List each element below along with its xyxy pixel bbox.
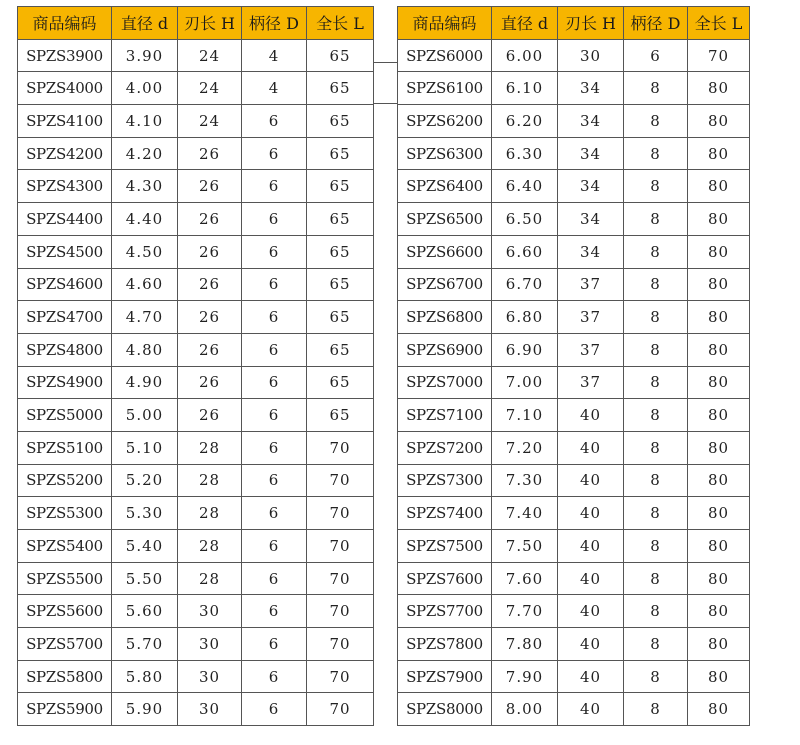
overall-length-cell: 80 xyxy=(688,595,750,628)
flute-length-cell: 28 xyxy=(178,530,242,563)
overall-length-cell: 70 xyxy=(688,39,750,72)
connector-line xyxy=(373,103,397,104)
header-shank-diameter: 柄径 D xyxy=(242,7,307,40)
product-code-cell: SPZS6500 xyxy=(398,203,492,236)
product-code-cell: SPZS4800 xyxy=(18,333,112,366)
shank-diameter-cell: 8 xyxy=(624,203,688,236)
table-row xyxy=(18,301,374,334)
table-row xyxy=(18,497,374,530)
product-code-cell: SPZS5300 xyxy=(18,497,112,530)
overall-length-cell: 65 xyxy=(307,366,374,399)
shank-diameter-cell: 8 xyxy=(624,431,688,464)
product-code-cell: SPZS8000 xyxy=(398,693,492,726)
overall-length-cell: 80 xyxy=(688,72,750,105)
flute-length-cell: 26 xyxy=(178,235,242,268)
table-row xyxy=(398,105,750,138)
table-row xyxy=(18,595,374,628)
shank-diameter-cell: 6 xyxy=(242,366,307,399)
flute-length-cell: 40 xyxy=(558,693,624,726)
product-code-cell: SPZS4900 xyxy=(18,366,112,399)
diameter-cell: 5.60 xyxy=(112,595,178,628)
header-product-code: 商品编码 xyxy=(398,7,492,40)
product-code-cell: SPZS6900 xyxy=(398,333,492,366)
diameter-cell: 4.00 xyxy=(112,72,178,105)
header-shank-diameter: 柄径 D xyxy=(624,7,688,40)
overall-length-cell: 70 xyxy=(307,464,374,497)
diameter-cell: 4.70 xyxy=(112,301,178,334)
flute-length-cell: 24 xyxy=(178,72,242,105)
shank-diameter-cell: 8 xyxy=(624,235,688,268)
header-diameter: 直径 d xyxy=(112,7,178,40)
product-code-cell: SPZS6300 xyxy=(398,137,492,170)
overall-length-cell: 80 xyxy=(688,235,750,268)
product-code-cell: SPZS4400 xyxy=(18,203,112,236)
flute-length-cell: 40 xyxy=(558,628,624,661)
diameter-cell: 5.00 xyxy=(112,399,178,432)
table-body xyxy=(18,39,374,725)
shank-diameter-cell: 8 xyxy=(624,628,688,661)
diameter-cell: 7.70 xyxy=(492,595,558,628)
table-row xyxy=(398,268,750,301)
overall-length-cell: 70 xyxy=(307,431,374,464)
shank-diameter-cell: 6 xyxy=(624,39,688,72)
diameter-cell: 6.50 xyxy=(492,203,558,236)
diameter-cell: 7.80 xyxy=(492,628,558,661)
shank-diameter-cell: 8 xyxy=(624,366,688,399)
shank-diameter-cell: 8 xyxy=(624,595,688,628)
overall-length-cell: 70 xyxy=(307,562,374,595)
table-row xyxy=(18,72,374,105)
table-row xyxy=(398,562,750,595)
diameter-cell: 4.50 xyxy=(112,235,178,268)
product-code-cell: SPZS5800 xyxy=(18,660,112,693)
product-code-cell: SPZS5100 xyxy=(18,431,112,464)
overall-length-cell: 65 xyxy=(307,333,374,366)
table-row xyxy=(18,39,374,72)
shank-diameter-cell: 6 xyxy=(242,497,307,530)
overall-length-cell: 80 xyxy=(688,628,750,661)
diameter-cell: 6.30 xyxy=(492,137,558,170)
header-product-code: 商品编码 xyxy=(18,7,112,40)
diameter-cell: 4.80 xyxy=(112,333,178,366)
diameter-cell: 4.20 xyxy=(112,137,178,170)
product-code-cell: SPZS7000 xyxy=(398,366,492,399)
shank-diameter-cell: 4 xyxy=(242,39,307,72)
header-flute-length: 刃长 H xyxy=(178,7,242,40)
diameter-cell: 7.20 xyxy=(492,431,558,464)
overall-length-cell: 65 xyxy=(307,170,374,203)
flute-length-cell: 28 xyxy=(178,497,242,530)
product-code-cell: SPZS7900 xyxy=(398,660,492,693)
diameter-cell: 5.90 xyxy=(112,693,178,726)
table-row xyxy=(398,301,750,334)
shank-diameter-cell: 6 xyxy=(242,431,307,464)
shank-diameter-cell: 6 xyxy=(242,628,307,661)
table-row xyxy=(398,497,750,530)
overall-length-cell: 80 xyxy=(688,333,750,366)
flute-length-cell: 26 xyxy=(178,137,242,170)
table-row xyxy=(18,399,374,432)
product-code-cell: SPZS5400 xyxy=(18,530,112,563)
flute-length-cell: 30 xyxy=(178,660,242,693)
flute-length-cell: 40 xyxy=(558,497,624,530)
overall-length-cell: 65 xyxy=(307,235,374,268)
flute-length-cell: 40 xyxy=(558,530,624,563)
table-row xyxy=(18,203,374,236)
flute-length-cell: 40 xyxy=(558,660,624,693)
header-flute-length: 刃长 H xyxy=(558,7,624,40)
overall-length-cell: 65 xyxy=(307,268,374,301)
flute-length-cell: 34 xyxy=(558,235,624,268)
flute-length-cell: 40 xyxy=(558,595,624,628)
table-row xyxy=(398,235,750,268)
table-row xyxy=(398,366,750,399)
spec-table-right xyxy=(397,6,750,726)
table-row xyxy=(398,431,750,464)
overall-length-cell: 80 xyxy=(688,137,750,170)
flute-length-cell: 26 xyxy=(178,366,242,399)
flute-length-cell: 30 xyxy=(178,595,242,628)
product-code-cell: SPZS6000 xyxy=(398,39,492,72)
diameter-cell: 6.60 xyxy=(492,235,558,268)
product-code-cell: SPZS7800 xyxy=(398,628,492,661)
shank-diameter-cell: 8 xyxy=(624,562,688,595)
product-code-cell: SPZS4600 xyxy=(18,268,112,301)
table-row xyxy=(398,628,750,661)
flute-length-cell: 34 xyxy=(558,203,624,236)
overall-length-cell: 80 xyxy=(688,660,750,693)
table-row xyxy=(398,530,750,563)
diameter-cell: 7.50 xyxy=(492,530,558,563)
product-code-cell: SPZS6100 xyxy=(398,72,492,105)
diameter-cell: 3.90 xyxy=(112,39,178,72)
product-code-cell: SPZS7400 xyxy=(398,497,492,530)
table-row xyxy=(18,660,374,693)
diameter-cell: 6.90 xyxy=(492,333,558,366)
flute-length-cell: 30 xyxy=(558,39,624,72)
product-code-cell: SPZS6200 xyxy=(398,105,492,138)
diameter-cell: 6.70 xyxy=(492,268,558,301)
table-row xyxy=(398,333,750,366)
product-code-cell: SPZS4100 xyxy=(18,105,112,138)
overall-length-cell: 80 xyxy=(688,497,750,530)
connector-line xyxy=(373,62,397,63)
flute-length-cell: 37 xyxy=(558,268,624,301)
product-code-cell: SPZS4300 xyxy=(18,170,112,203)
overall-length-cell: 80 xyxy=(688,105,750,138)
spec-table-left xyxy=(17,6,374,726)
overall-length-cell: 80 xyxy=(688,562,750,595)
diameter-cell: 5.10 xyxy=(112,431,178,464)
flute-length-cell: 34 xyxy=(558,137,624,170)
shank-diameter-cell: 6 xyxy=(242,562,307,595)
shank-diameter-cell: 6 xyxy=(242,333,307,366)
table-row xyxy=(18,431,374,464)
table-row xyxy=(398,660,750,693)
shank-diameter-cell: 8 xyxy=(624,333,688,366)
flute-length-cell: 26 xyxy=(178,333,242,366)
diameter-cell: 6.80 xyxy=(492,301,558,334)
flute-length-cell: 40 xyxy=(558,562,624,595)
shank-diameter-cell: 6 xyxy=(242,595,307,628)
header-diameter: 直径 d xyxy=(492,7,558,40)
shank-diameter-cell: 8 xyxy=(624,693,688,726)
shank-diameter-cell: 6 xyxy=(242,530,307,563)
diameter-cell: 5.80 xyxy=(112,660,178,693)
overall-length-cell: 80 xyxy=(688,268,750,301)
diameter-cell: 6.10 xyxy=(492,72,558,105)
table-row xyxy=(398,72,750,105)
product-code-cell: SPZS7500 xyxy=(398,530,492,563)
product-code-cell: SPZS4500 xyxy=(18,235,112,268)
table-row xyxy=(18,268,374,301)
table-row xyxy=(18,170,374,203)
shank-diameter-cell: 8 xyxy=(624,497,688,530)
table-row xyxy=(18,693,374,726)
overall-length-cell: 65 xyxy=(307,203,374,236)
overall-length-cell: 80 xyxy=(688,399,750,432)
product-code-cell: SPZS7600 xyxy=(398,562,492,595)
product-code-cell: SPZS7300 xyxy=(398,464,492,497)
product-code-cell: SPZS4200 xyxy=(18,137,112,170)
overall-length-cell: 80 xyxy=(688,170,750,203)
overall-length-cell: 80 xyxy=(688,203,750,236)
shank-diameter-cell: 6 xyxy=(242,268,307,301)
overall-length-cell: 80 xyxy=(688,693,750,726)
flute-length-cell: 37 xyxy=(558,333,624,366)
product-code-cell: SPZS5000 xyxy=(18,399,112,432)
shank-diameter-cell: 6 xyxy=(242,301,307,334)
table-row xyxy=(18,105,374,138)
flute-length-cell: 26 xyxy=(178,399,242,432)
flute-length-cell: 34 xyxy=(558,105,624,138)
diameter-cell: 7.60 xyxy=(492,562,558,595)
flute-length-cell: 26 xyxy=(178,203,242,236)
table-row xyxy=(398,595,750,628)
header-row xyxy=(18,7,374,40)
product-code-cell: SPZS5700 xyxy=(18,628,112,661)
shank-diameter-cell: 6 xyxy=(242,464,307,497)
shank-diameter-cell: 6 xyxy=(242,203,307,236)
diameter-cell: 7.00 xyxy=(492,366,558,399)
product-code-cell: SPZS7700 xyxy=(398,595,492,628)
overall-length-cell: 70 xyxy=(307,628,374,661)
diameter-cell: 7.10 xyxy=(492,399,558,432)
flute-length-cell: 28 xyxy=(178,431,242,464)
product-code-cell: SPZS7200 xyxy=(398,431,492,464)
overall-length-cell: 80 xyxy=(688,464,750,497)
flute-length-cell: 26 xyxy=(178,301,242,334)
overall-length-cell: 80 xyxy=(688,301,750,334)
shank-diameter-cell: 6 xyxy=(242,693,307,726)
diameter-cell: 5.50 xyxy=(112,562,178,595)
header-overall-length: 全长 L xyxy=(307,7,374,40)
flute-length-cell: 30 xyxy=(178,693,242,726)
table-row xyxy=(18,137,374,170)
table-row xyxy=(18,366,374,399)
diameter-cell: 5.30 xyxy=(112,497,178,530)
table-body xyxy=(398,39,750,725)
diameter-cell: 5.20 xyxy=(112,464,178,497)
header-overall-length: 全长 L xyxy=(688,7,750,40)
product-code-cell: SPZS6700 xyxy=(398,268,492,301)
header-row xyxy=(398,7,750,40)
diameter-cell: 4.40 xyxy=(112,203,178,236)
diameter-cell: 4.10 xyxy=(112,105,178,138)
flute-length-cell: 24 xyxy=(178,39,242,72)
shank-diameter-cell: 8 xyxy=(624,660,688,693)
overall-length-cell: 80 xyxy=(688,530,750,563)
shank-diameter-cell: 4 xyxy=(242,72,307,105)
shank-diameter-cell: 8 xyxy=(624,399,688,432)
table-row xyxy=(398,693,750,726)
flute-length-cell: 37 xyxy=(558,366,624,399)
shank-diameter-cell: 8 xyxy=(624,268,688,301)
flute-length-cell: 37 xyxy=(558,301,624,334)
flute-length-cell: 40 xyxy=(558,399,624,432)
diameter-cell: 6.40 xyxy=(492,170,558,203)
flute-length-cell: 26 xyxy=(178,170,242,203)
table-row xyxy=(398,464,750,497)
table-row xyxy=(18,530,374,563)
flute-length-cell: 28 xyxy=(178,562,242,595)
overall-length-cell: 65 xyxy=(307,137,374,170)
overall-length-cell: 65 xyxy=(307,72,374,105)
table-row xyxy=(398,39,750,72)
product-code-cell: SPZS4700 xyxy=(18,301,112,334)
diameter-cell: 7.30 xyxy=(492,464,558,497)
diameter-cell: 6.00 xyxy=(492,39,558,72)
overall-length-cell: 65 xyxy=(307,301,374,334)
product-code-cell: SPZS6600 xyxy=(398,235,492,268)
table-row xyxy=(398,170,750,203)
shank-diameter-cell: 6 xyxy=(242,399,307,432)
table-row xyxy=(398,203,750,236)
overall-length-cell: 65 xyxy=(307,399,374,432)
shank-diameter-cell: 8 xyxy=(624,137,688,170)
product-code-cell: SPZS6800 xyxy=(398,301,492,334)
overall-length-cell: 70 xyxy=(307,497,374,530)
diameter-cell: 4.90 xyxy=(112,366,178,399)
shank-diameter-cell: 8 xyxy=(624,72,688,105)
diameter-cell: 7.40 xyxy=(492,497,558,530)
product-code-cell: SPZS5500 xyxy=(18,562,112,595)
product-code-cell: SPZS4000 xyxy=(18,72,112,105)
overall-length-cell: 70 xyxy=(307,595,374,628)
product-code-cell: SPZS5600 xyxy=(18,595,112,628)
flute-length-cell: 28 xyxy=(178,464,242,497)
flute-length-cell: 30 xyxy=(178,628,242,661)
overall-length-cell: 70 xyxy=(307,530,374,563)
product-code-cell: SPZS6400 xyxy=(398,170,492,203)
shank-diameter-cell: 8 xyxy=(624,170,688,203)
shank-diameter-cell: 8 xyxy=(624,530,688,563)
shank-diameter-cell: 6 xyxy=(242,137,307,170)
shank-diameter-cell: 8 xyxy=(624,105,688,138)
shank-diameter-cell: 6 xyxy=(242,170,307,203)
overall-length-cell: 80 xyxy=(688,431,750,464)
overall-length-cell: 70 xyxy=(307,660,374,693)
shank-diameter-cell: 8 xyxy=(624,464,688,497)
flute-length-cell: 26 xyxy=(178,268,242,301)
table-row xyxy=(18,628,374,661)
diameter-cell: 5.70 xyxy=(112,628,178,661)
table-row xyxy=(18,562,374,595)
flute-length-cell: 40 xyxy=(558,431,624,464)
shank-diameter-cell: 6 xyxy=(242,105,307,138)
product-code-cell: SPZS5200 xyxy=(18,464,112,497)
diameter-cell: 7.90 xyxy=(492,660,558,693)
table-row xyxy=(18,464,374,497)
overall-length-cell: 65 xyxy=(307,39,374,72)
product-code-cell: SPZS3900 xyxy=(18,39,112,72)
overall-length-cell: 70 xyxy=(307,693,374,726)
table-row xyxy=(398,137,750,170)
overall-length-cell: 80 xyxy=(688,366,750,399)
table-row xyxy=(18,333,374,366)
flute-length-cell: 24 xyxy=(178,105,242,138)
diameter-cell: 6.20 xyxy=(492,105,558,138)
product-code-cell: SPZS7100 xyxy=(398,399,492,432)
diameter-cell: 8.00 xyxy=(492,693,558,726)
table-row xyxy=(18,235,374,268)
shank-diameter-cell: 6 xyxy=(242,660,307,693)
shank-diameter-cell: 6 xyxy=(242,235,307,268)
diameter-cell: 4.30 xyxy=(112,170,178,203)
flute-length-cell: 40 xyxy=(558,464,624,497)
shank-diameter-cell: 8 xyxy=(624,301,688,334)
product-code-cell: SPZS5900 xyxy=(18,693,112,726)
table-row xyxy=(398,399,750,432)
overall-length-cell: 65 xyxy=(307,105,374,138)
flute-length-cell: 34 xyxy=(558,170,624,203)
diameter-cell: 5.40 xyxy=(112,530,178,563)
diameter-cell: 4.60 xyxy=(112,268,178,301)
flute-length-cell: 34 xyxy=(558,72,624,105)
